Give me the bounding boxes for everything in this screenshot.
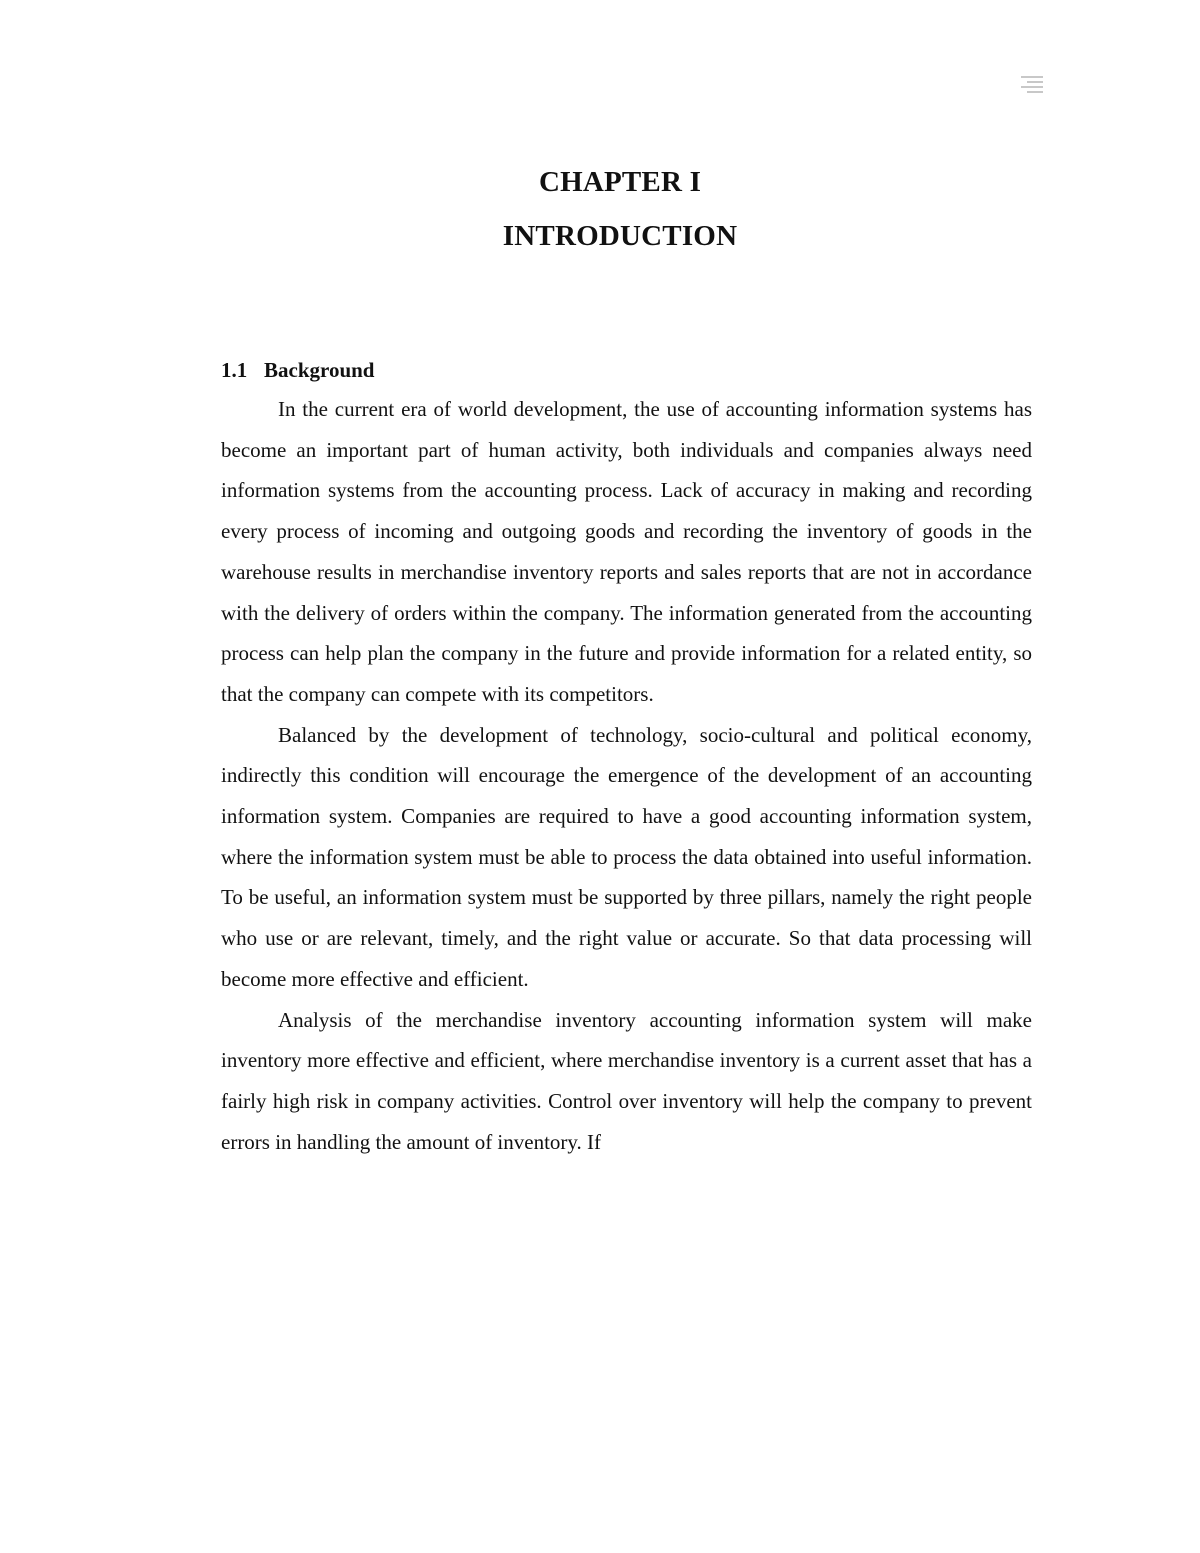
- paragraph: Balanced by the development of technology, socio-cultural and political economy, indirectly this condition will encourage the emergence of the development of an accounting information system. Companies are required to have a good accounting information system, where the information system must be able to process the data obtained into useful information. To be useful, an information system must be supported by three pillars, namely the right people who use or are relevant, timely, and the right value or accurate. So that data processing will become more effective and efficient.: [221, 722, 1032, 991]
- chapter-number: CHAPTER I: [538, 166, 702, 198]
- paragraph: In the current era of world development, the use of accounting information systems has become an important part of human activity, both individuals and companies always need information systems from the accounting process. Lack of accuracy in making and recording every process of incoming and outgoing goods and recording the inventory of goods in the warehouse results in merchandise inventory reports and sales reports that are not in accordance with the delivery of orders within the company. The information generated from the accounting process can help plan the company in the future and provide information for a related entity, so that the company can compete with its competitors.: [221, 397, 1032, 706]
- chapter-title: INTRODUCTION: [502, 220, 738, 252]
- body-text: [221, 389, 1032, 1162]
- paragraph: Analysis of the merchandise inventory accounting information system will make inventory more effective and efficient, where merchandise inventory is a current asset that has a fairly high risk in company activities. Control over inventory will help the company to prevent errors in handling the amount of inventory. If: [221, 1007, 1032, 1154]
- section-number: 1.1: [221, 358, 248, 382]
- section-heading: [221, 355, 375, 385]
- text-lines-icon[interactable]: [1021, 76, 1043, 96]
- section-title: Background: [264, 358, 375, 382]
